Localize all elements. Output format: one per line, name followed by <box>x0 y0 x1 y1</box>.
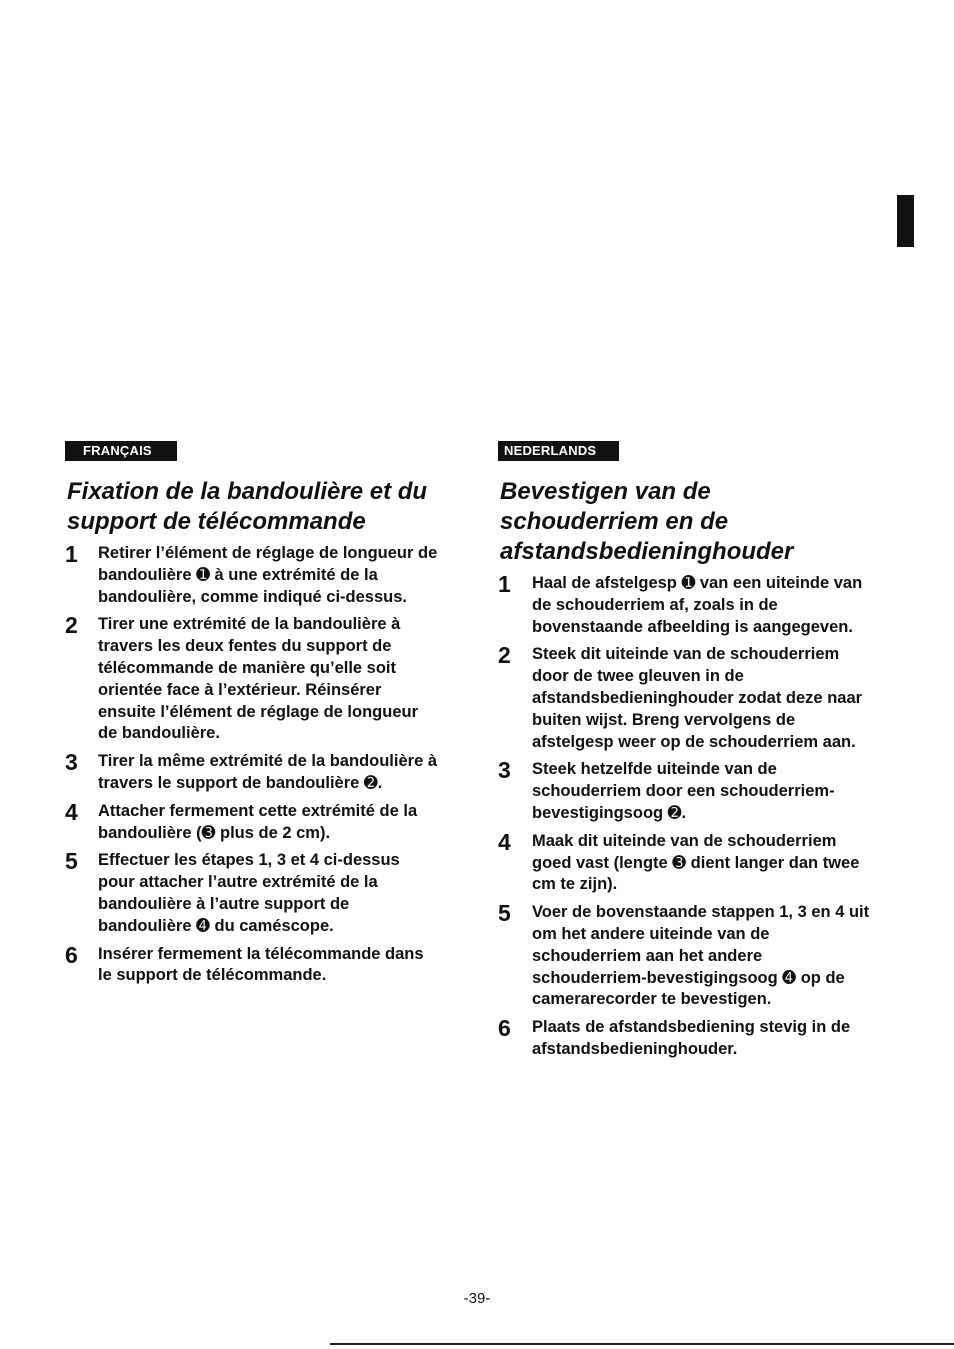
step-text: Effectuer les étapes 1, 3 et 4 ci-dessus pour attacher l’autre extrémité de la bandoulière à l’autre support de bandoulière ➍ du caméscope. <box>98 851 400 935</box>
step-text: Maak dit uiteinde van de schouderriem goed vast (lengte ➌ dient langer dan twee cm te zijn). <box>532 831 860 894</box>
step-item <box>65 751 440 795</box>
step-item <box>65 543 440 608</box>
step-text: Steek dit uiteinde van de schouderriem door de twee gleuven in de afstandsbedieninghouder zodat deze naar buiten wijst. Breng vervolgens de afstelgesp weer op de schouderriem aan. <box>532 645 863 751</box>
step-number: 5 <box>498 900 511 927</box>
step-item <box>65 614 440 745</box>
step-item <box>498 828 873 896</box>
step-item <box>65 941 440 988</box>
step-number: 3 <box>65 749 78 776</box>
step-number: 4 <box>65 798 78 825</box>
step-text: Tirer la même extrémité de la bandoulière à travers le support de bandoulière ➋. <box>98 752 438 792</box>
step-number: 5 <box>65 848 78 875</box>
dutch-column <box>498 441 873 1067</box>
step-text: Plaats de afstandsbediening stevig in de afstandsbedieninghouder. <box>532 1018 851 1058</box>
step-item <box>498 573 873 638</box>
step-text: Haal de afstelgesp ➊ van een uiteinde van de schouderriem af, zoals in de bovenstaande afbeelding is aangegeven. <box>532 574 863 636</box>
step-item <box>498 759 873 824</box>
step-item <box>498 902 873 1011</box>
step-number: 4 <box>498 828 511 855</box>
step-text: Retirer l’élément de réglage de longueur de bandoulière ➊ à une extrémité de la bandoulière, comme indiqué ci-dessus. <box>98 544 438 606</box>
steps-list-french <box>65 543 440 987</box>
step-number: 6 <box>65 941 78 968</box>
step-text: Voer de bovenstaande stappen 1, 3 en 4 uit om het andere uiteinde van de schouderriem aan het andere schouderriem-bevestigingsoog ➍ op de camerarecorder te bevestigen. <box>532 903 870 1009</box>
section-title-french: Fixation de la bandoulière et du support de télécommande <box>67 478 428 535</box>
french-column <box>65 441 440 993</box>
language-badge-dutch: NEDERLANDS <box>498 441 619 461</box>
step-text: Attacher fermement cette extrémité de la bandoulière (➌ plus de 2 cm). <box>98 801 418 842</box>
step-text: Insérer fermement la télécommande dans le support de télécommande. <box>98 944 424 985</box>
language-badge-french: FRANÇAIS <box>65 441 177 461</box>
steps-list-dutch <box>498 573 873 1061</box>
step-text: Tirer une extrémité de la bandoulière à travers les deux fentes du support de télécommande de manière qu’elle soit orientée face à l’extérieur. Réinsérer ensuite l’élément de réglage de longueur de bandoulière. <box>98 615 418 743</box>
step-number: 1 <box>498 571 511 597</box>
step-text: Steek hetzelfde uiteinde van de schouderriem door een schouderriem-bevestigingsoog ➋. <box>532 760 835 822</box>
step-number: 2 <box>498 642 511 669</box>
step-number: 2 <box>65 612 78 639</box>
step-number: 6 <box>498 1015 511 1042</box>
page-number: -39- <box>463 1290 491 1307</box>
step-item <box>498 1017 873 1061</box>
step-item <box>498 644 873 753</box>
step-item <box>65 798 440 845</box>
step-item <box>65 850 440 937</box>
section-title-dutch: Bevestigen van de schouderriem en de afstandsbedieninghouder <box>500 478 794 565</box>
step-number: 1 <box>65 541 78 567</box>
section-tab-marker <box>897 195 914 247</box>
bottom-rule <box>330 1343 954 1345</box>
step-number: 3 <box>498 757 511 784</box>
